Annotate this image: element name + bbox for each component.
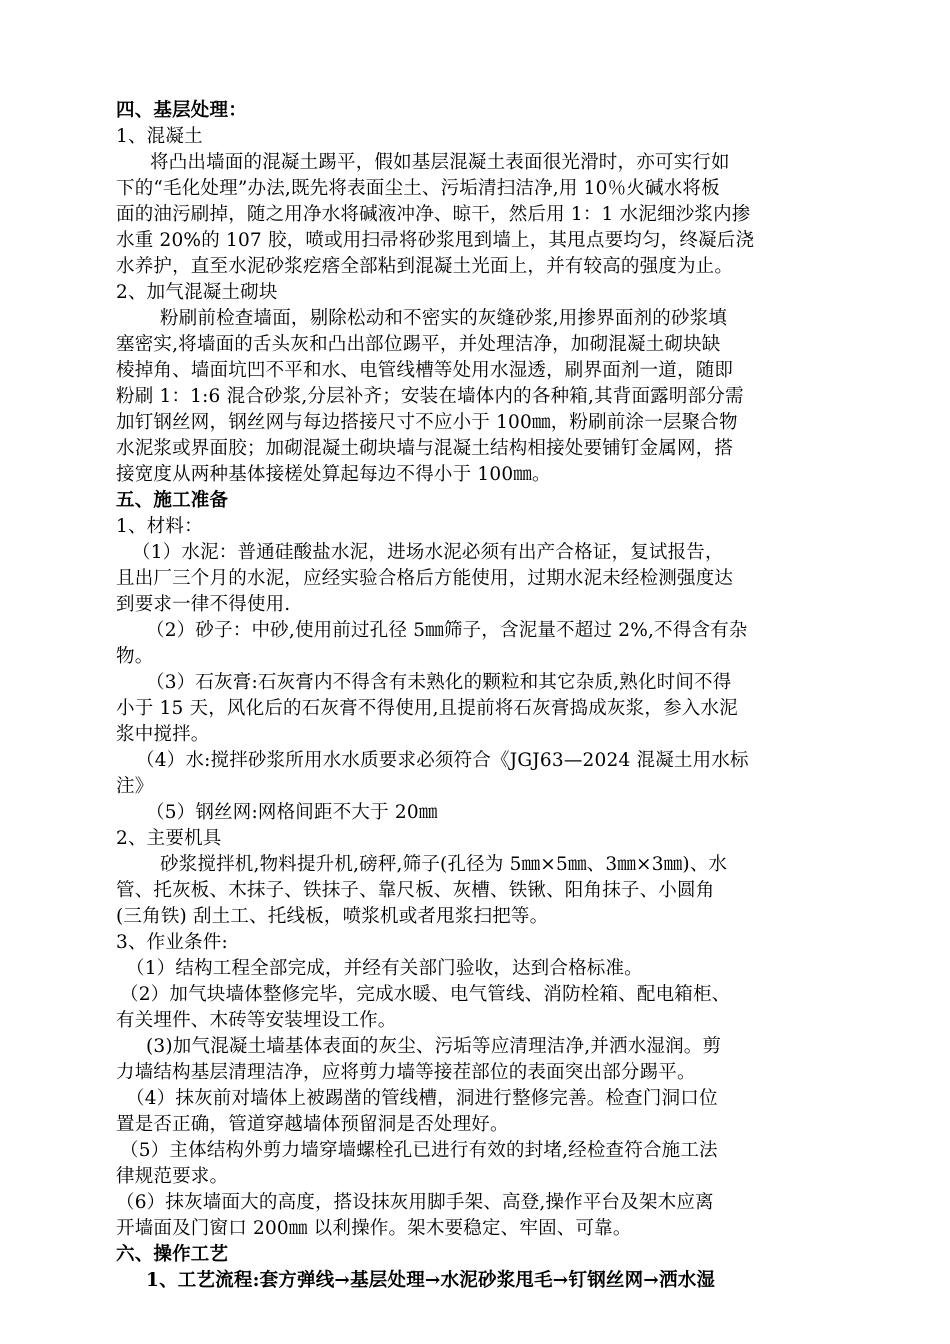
paragraph-line: 加钉钢丝网，钢丝网与每边搭接尺寸不应小于 100㎜，粉刷前涂一层聚合物 — [116, 412, 738, 433]
subsection-heading: 2、主要机具 — [116, 828, 222, 849]
paragraph-line: 小于 15 天，风化后的石灰膏不得使用,且提前将石灰膏捣成灰浆，参入水泥 — [116, 698, 738, 719]
list-item-line: （5）主体结构外剪力墙穿墙螺栓孔已进行有效的封堵,经检查符合施工法 — [120, 1140, 718, 1161]
document-body — [116, 98, 860, 1294]
paragraph-line: 面的油污刷掉，随之用净水将碱液冲净、晾干，然后用 1：1 水泥细沙浆内掺 — [116, 204, 751, 225]
paragraph-line: 浆中搅拌。 — [116, 724, 210, 745]
paragraph-line: 且出厂三个月的水泥，应经实验合格后方能使用，过期水泥未经检测强度达 — [116, 568, 734, 589]
paragraph-line: 物。 — [116, 646, 154, 667]
subsection-heading: 2、加气混凝土砌块 — [116, 282, 278, 303]
paragraph-line: 砂浆搅拌机,物料提升机,磅秤,筛子(孔径为 5㎜×5㎜、3㎜×3㎜)、水 — [160, 854, 728, 875]
list-item-line: （6）抹灰墙面大的高度，搭设抹灰用脚手架、高登,操作平台及架木应离 — [116, 1192, 714, 1213]
list-item-line: （2）砂子：中砂,使用前过孔径 5㎜筛子，含泥量不超过 2%,不得含有杂 — [146, 620, 748, 641]
paragraph-line: 注》 — [116, 776, 154, 797]
section-heading-5: 五、施工准备 — [116, 490, 229, 511]
list-item-line: （1）结构工程全部完成，并经有关部门验收，达到合格标准。 — [126, 958, 643, 979]
paragraph-line: 水泥浆或界面胶；加砌混凝土砌块墙与混凝土结构相接处要铺钉金属网，搭 — [116, 438, 734, 459]
paragraph-line: 粉刷前检查墙面，剔除松动和不密实的灰缝砂浆,用掺界面剂的砂浆填 — [160, 308, 728, 329]
paragraph-line: 水重 20%的 107 胶，喷或用扫帚将砂浆甩到墙上，其甩点要均匀，终凝后浇 — [116, 230, 755, 251]
list-item-line: （2）加气块墙体整修完毕，完成水暖、电气管线、消防栓箱、配电箱柜、 — [120, 984, 731, 1005]
paragraph-line: 粉刷 1：1:6 混合砂浆,分层补齐；安装在墙体内的各种箱,其背面露明部分需 — [116, 386, 744, 407]
paragraph-line: 棱掉角、墙面坑凹不平和水、电管线槽等处用水湿透，刷界面剂一道，随即 — [116, 360, 734, 381]
paragraph-line: 塞密实,将墙面的舌头灰和凸出部位踢平，并处理洁净，加砌混凝土砌块缺 — [116, 334, 721, 355]
list-item-line: （4）抹灰前对墙体上被踢凿的管线槽，洞进行整修完善。检查门洞口位 — [126, 1088, 718, 1109]
paragraph-line: 开墙面及门窗口 200㎜ 以利操作。架木要稳定、牢固、可靠。 — [116, 1218, 632, 1239]
paragraph-line: 置是否正确，管道穿越墙体预留洞是否处理好。 — [116, 1114, 509, 1135]
list-item-line: （1）水泥：普通硅酸盐水泥，进场水泥必须有出产合格证，复试报告， — [132, 542, 724, 563]
paragraph-line: 管、托灰板、木抹子、铁抹子、靠尺板、灰槽、铁锹、阳角抹子、小圆角 — [116, 880, 715, 901]
subsection-heading: 3、作业条件: — [116, 932, 228, 953]
paragraph-line: 水养护，直至水泥砂浆疙瘩全部粘到混凝土光面上，并有较高的强度为止。 — [116, 256, 734, 277]
section-heading-4: 四、基层处理： — [116, 100, 247, 121]
list-item-line: (3)加气混凝土墙基体表面的灰尘、污垢等应清理洁净,并洒水湿润。剪 — [146, 1036, 722, 1057]
paragraph-line: 力墙结构基层清理洁净，应将剪力墙等接茬部位的表面突出部分踢平。 — [116, 1062, 696, 1083]
paragraph-line: 律规范要求。 — [116, 1166, 229, 1187]
list-item-line: （4）水:搅拌砂浆所用水水质要求必须符合《JGJ63—2024 混凝土用水标 — [136, 750, 749, 771]
paragraph-line: (三角铁) 刮土工、托线板，喷浆机或者甩浆扫把等。 — [116, 906, 549, 927]
subsection-heading: 1、材料： — [116, 516, 203, 537]
paragraph-line: 下的“毛化处理”办法,既先将表面尘土、污垢清扫洁净,用 10％火碱水将板 — [116, 178, 720, 199]
section-heading-6: 六、操作工艺 — [116, 1244, 229, 1265]
paragraph-line: 将凸出墙面的混凝土踢平，假如基层混凝土表面很光滑时，亦可实行如 — [150, 152, 730, 173]
list-item-line: （5）钢丝网:网格间距不大于 20㎜ — [146, 802, 438, 823]
paragraph-line: 有关埋件、木砖等安装埋设工作。 — [116, 1010, 397, 1031]
list-item-line: （3）石灰膏:石灰膏内不得含有未熟化的颗粒和其它杂质,熟化时间不得 — [146, 672, 732, 693]
paragraph-line: 接宽度从两种基体接槎处算起每边不得小于 100㎜。 — [116, 464, 551, 485]
subsection-heading: 1、混凝土 — [116, 126, 203, 147]
process-flow-line: 1、工艺流程:套方弹线→基层处理→水泥砂浆甩毛→钉钢丝网→洒水湿 — [146, 1270, 716, 1291]
paragraph-line: 到要求一律不得使用. — [116, 594, 291, 615]
